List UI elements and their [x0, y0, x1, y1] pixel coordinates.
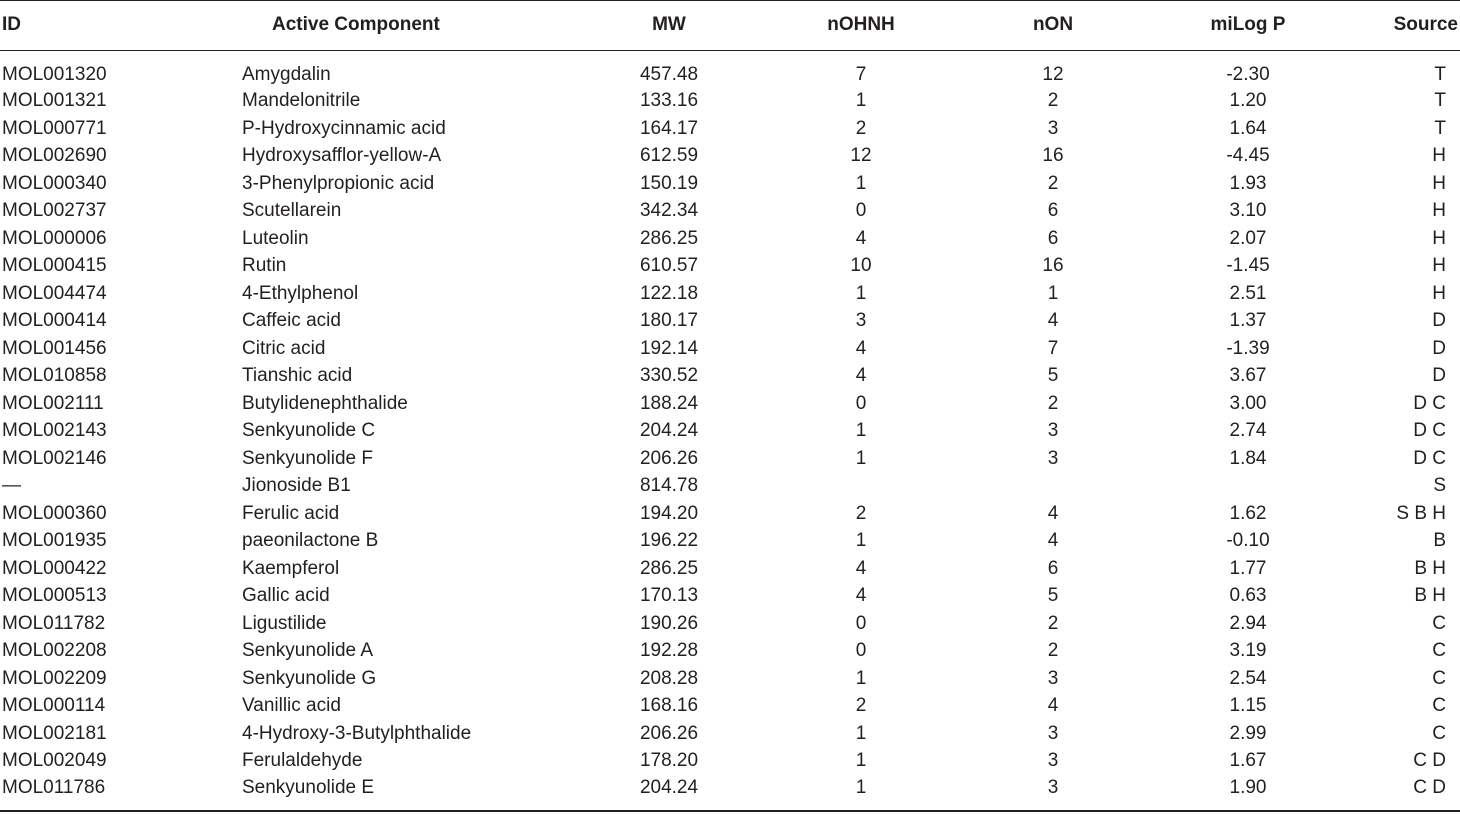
cell-source: T: [1434, 90, 1446, 112]
table-row: [0, 142, 1460, 170]
cell-active-component: Rutin: [242, 255, 287, 277]
cell-nohnh: 1: [855, 776, 867, 798]
cell-non: 3: [1047, 447, 1059, 469]
cell-milogp: 1.20: [1229, 90, 1267, 112]
cell-id: MOL000414: [2, 310, 107, 332]
cell-id: MOL001321: [2, 90, 107, 112]
cell-source: H: [1432, 282, 1446, 304]
cell-active-component: P-Hydroxycinnamic acid: [242, 117, 446, 139]
cell-mw: 330.52: [639, 365, 699, 387]
cell-nohnh: 2: [855, 695, 867, 717]
table-row: [0, 472, 1460, 500]
table-row: [0, 775, 1460, 811]
table-row: [0, 51, 1460, 88]
table-body: [0, 51, 1460, 811]
cell-mw: 150.19: [639, 172, 699, 194]
table-row: [0, 720, 1460, 748]
cell-non: 4: [1047, 695, 1059, 717]
cell-mw: 457.48: [639, 64, 699, 85]
cell-source: B H: [1414, 557, 1446, 579]
table-row: [0, 307, 1460, 335]
cell-source: C: [1432, 722, 1446, 744]
cell-milogp: 0.63: [1229, 585, 1267, 607]
table-row: [0, 555, 1460, 583]
cell-mw: 196.22: [639, 530, 699, 552]
cell-id: MOL004474: [2, 282, 107, 304]
cell-source: H: [1432, 145, 1446, 167]
cell-nohnh: 1: [855, 667, 867, 689]
cell-milogp: 1.67: [1229, 750, 1267, 772]
cell-milogp: 2.54: [1229, 667, 1267, 689]
header-active-component: Active Component: [272, 13, 440, 35]
cell-nohnh: 0: [855, 612, 867, 634]
cell-non: 4: [1047, 502, 1059, 524]
cell-id: MOL001935: [2, 530, 107, 552]
cell-active-component: Scutellarein: [242, 200, 342, 222]
cell-nohnh: 10: [850, 255, 872, 277]
cell-milogp: 1.15: [1229, 695, 1267, 717]
table-row: [0, 637, 1460, 665]
cell-id: MOL000114: [2, 695, 106, 717]
cell-source: D C: [1413, 447, 1446, 469]
cell-milogp: 3.10: [1229, 200, 1267, 222]
cell-nohnh: 4: [855, 365, 867, 387]
cell-id: MOL000771: [2, 117, 107, 139]
cell-milogp: 1.90: [1229, 776, 1267, 798]
cell-mw: 180.17: [639, 310, 699, 332]
cell-mw: 122.18: [639, 282, 699, 304]
cell-active-component: Luteolin: [242, 227, 309, 249]
cell-source: H: [1432, 200, 1446, 222]
cell-non: 3: [1047, 750, 1059, 772]
cell-mw: 192.28: [639, 640, 699, 662]
cell-non: 2: [1047, 90, 1059, 112]
cell-milogp: 3.67: [1229, 365, 1267, 387]
cell-id: MOL011782: [2, 612, 106, 634]
cell-non: 5: [1047, 585, 1059, 607]
cell-mw: 192.14: [639, 337, 699, 359]
cell-active-component: Gallic acid: [242, 585, 330, 607]
cell-nohnh: 12: [850, 145, 872, 167]
cell-milogp: 3.00: [1229, 392, 1267, 414]
cell-nohnh: 0: [855, 640, 867, 662]
cell-active-component: Senkyunolide A: [242, 640, 373, 662]
cell-source: C: [1432, 667, 1446, 689]
cell-active-component: Hydroxysafflor-yellow-A: [242, 145, 442, 167]
table-header: [0, 1, 1460, 51]
cell-non: 2: [1047, 172, 1059, 194]
cell-mw: 206.26: [639, 722, 699, 744]
cell-nohnh: 1: [855, 172, 867, 194]
cell-id: MOL002181: [2, 722, 107, 744]
cell-source: B H: [1414, 585, 1446, 607]
cell-mw: 170.13: [639, 585, 699, 607]
cell-mw: 206.26: [639, 447, 699, 469]
cell-id: MOL000360: [2, 502, 107, 524]
table-row: [0, 390, 1460, 418]
cell-milogp: 1.62: [1229, 502, 1267, 524]
cell-source: B: [1433, 530, 1446, 552]
cell-milogp: -0.10: [1226, 530, 1270, 552]
cell-non: 2: [1047, 392, 1059, 414]
cell-source: H: [1432, 227, 1446, 249]
table-row: [0, 610, 1460, 638]
table-row: [0, 417, 1460, 445]
cell-active-component: 4-Ethylphenol: [242, 282, 359, 304]
cell-nohnh: 1: [855, 447, 867, 469]
cell-mw: 204.24: [639, 776, 699, 798]
table-row: [0, 197, 1460, 225]
cell-source: T: [1434, 64, 1446, 85]
cell-source: D: [1432, 310, 1446, 332]
cell-id: MOL000415: [2, 255, 107, 277]
cell-non: [958, 472, 1148, 500]
cell-source: C: [1432, 612, 1446, 634]
cell-milogp: -4.45: [1226, 145, 1270, 167]
cell-active-component: Citric acid: [242, 337, 326, 359]
cell-id: —: [2, 475, 21, 497]
table-row: [0, 445, 1460, 473]
cell-non: 3: [1047, 776, 1059, 798]
cell-mw: 612.59: [639, 145, 699, 167]
cell-source: C D: [1413, 750, 1446, 772]
cell-non: 6: [1047, 200, 1059, 222]
cell-mw: 286.25: [639, 557, 699, 579]
cell-milogp: 2.99: [1229, 722, 1267, 744]
cell-active-component: Tianshic acid: [242, 365, 353, 387]
cell-active-component: Vanillic acid: [242, 695, 341, 717]
cell-nohnh: 1: [855, 420, 867, 442]
cell-id: MOL010858: [2, 365, 107, 387]
header-source: Source: [1393, 13, 1458, 35]
cell-nohnh: 2: [855, 502, 867, 524]
table-row: [0, 280, 1460, 308]
cell-mw: 164.17: [639, 117, 699, 139]
table-row: [0, 87, 1460, 115]
table-row: [0, 500, 1460, 528]
table-row: [0, 582, 1460, 610]
cell-active-component: Senkyunolide G: [242, 667, 377, 689]
cell-mw: 188.24: [639, 392, 699, 414]
cell-active-component: Kaempferol: [242, 557, 340, 579]
cell-milogp: 1.77: [1229, 557, 1267, 579]
cell-nohnh: 1: [855, 282, 867, 304]
cell-id: MOL002143: [2, 420, 107, 442]
cell-source: D C: [1413, 392, 1446, 414]
cell-nohnh: 1: [855, 90, 867, 112]
cell-active-component: Mandelonitrile: [242, 90, 361, 112]
cell-milogp: 2.74: [1229, 420, 1267, 442]
cell-active-component: paeonilactone B: [242, 530, 379, 552]
cell-milogp: 1.93: [1229, 172, 1267, 194]
cell-source: D: [1432, 365, 1446, 387]
cell-nohnh: [764, 472, 958, 500]
cell-active-component: Butylidenephthalide: [242, 392, 408, 414]
table-row: [0, 527, 1460, 555]
cell-mw: 610.57: [639, 255, 699, 277]
table-row: [0, 335, 1460, 363]
cell-non: 6: [1047, 557, 1059, 579]
cell-id: MOL002146: [2, 447, 107, 469]
cell-id: MOL001320: [2, 64, 107, 85]
cell-nohnh: 2: [855, 117, 867, 139]
cell-mw: 814.78: [639, 475, 699, 497]
cell-active-component: 4-Hydroxy-3-Butylphthalide: [242, 722, 472, 744]
cell-active-component: Ferulic acid: [242, 502, 340, 524]
cell-mw: 133.16: [639, 90, 699, 112]
cell-id: MOL002208: [2, 640, 107, 662]
cell-source: H: [1432, 172, 1446, 194]
cell-mw: 208.28: [639, 667, 699, 689]
table-row: [0, 170, 1460, 198]
cell-milogp: -1.45: [1226, 255, 1270, 277]
cell-id: MOL002209: [2, 667, 107, 689]
cell-source: T: [1434, 117, 1446, 139]
table-row: [0, 665, 1460, 693]
cell-active-component: Senkyunolide C: [242, 420, 376, 442]
cell-nohnh: 0: [855, 200, 867, 222]
cell-nohnh: 0: [855, 392, 867, 414]
header-row: [0, 1, 1460, 51]
cell-nohnh: 7: [855, 64, 867, 85]
cell-active-component: Senkyunolide E: [242, 776, 375, 798]
cell-active-component: Ferulaldehyde: [242, 750, 363, 772]
cell-source: C D: [1413, 776, 1446, 798]
header-id: ID: [2, 13, 21, 35]
cell-nohnh: 1: [855, 530, 867, 552]
table-row: [0, 362, 1460, 390]
cell-active-component: Ligustilide: [242, 612, 327, 634]
cell-non: 3: [1047, 722, 1059, 744]
header-non: nON: [1032, 13, 1074, 35]
cell-non: 6: [1047, 227, 1059, 249]
table-row: [0, 115, 1460, 143]
cell-id: MOL000006: [2, 227, 107, 249]
table-row: [0, 692, 1460, 720]
cell-source: D C: [1413, 420, 1446, 442]
cell-non: 2: [1047, 612, 1059, 634]
cell-nohnh: 3: [855, 310, 867, 332]
header-mw: MW: [652, 13, 686, 35]
cell-milogp: -2.30: [1226, 64, 1270, 85]
cell-active-component: Amygdalin: [242, 64, 331, 85]
cell-source: D: [1432, 337, 1446, 359]
cell-mw: 194.20: [639, 502, 699, 524]
cell-id: MOL000340: [2, 172, 107, 194]
cell-active-component: 3-Phenylpropionic acid: [242, 172, 435, 194]
cell-mw: 286.25: [639, 227, 699, 249]
table-row: [0, 252, 1460, 280]
cell-active-component: Jionoside B1: [242, 475, 351, 497]
cell-non: 7: [1047, 337, 1059, 359]
cell-id: MOL000422: [2, 557, 107, 579]
cell-non: 5: [1047, 365, 1059, 387]
cell-non: 1: [1047, 282, 1059, 304]
cell-active-component: Caffeic acid: [242, 310, 341, 332]
cell-milogp: 1.37: [1229, 310, 1267, 332]
cell-non: 4: [1047, 530, 1059, 552]
table-row: [0, 225, 1460, 253]
header-milogp: miLog P: [1210, 13, 1286, 35]
cell-id: MOL011786: [2, 776, 106, 798]
cell-non: 3: [1047, 117, 1059, 139]
cell-non: 12: [1042, 64, 1064, 85]
cell-id: MOL002049: [2, 750, 107, 772]
cell-nohnh: 4: [855, 585, 867, 607]
cell-mw: 190.26: [639, 612, 699, 634]
cell-id: MOL002690: [2, 145, 107, 167]
cell-source: C: [1432, 640, 1446, 662]
cell-source: C: [1432, 695, 1446, 717]
cell-milogp: 1.64: [1229, 117, 1267, 139]
cell-non: 2: [1047, 640, 1059, 662]
cell-non: 4: [1047, 310, 1059, 332]
cell-non: 16: [1042, 255, 1064, 277]
cell-mw: 342.34: [639, 200, 699, 222]
cell-milogp: 2.51: [1229, 282, 1267, 304]
cell-id: MOL001456: [2, 337, 107, 359]
cell-id: MOL002737: [2, 200, 107, 222]
cell-nohnh: 1: [855, 750, 867, 772]
header-nohnh: nOHNH: [827, 13, 895, 35]
cell-mw: 204.24: [639, 420, 699, 442]
cell-milogp: [1148, 472, 1348, 500]
cell-nohnh: 4: [855, 557, 867, 579]
cell-source: H: [1432, 255, 1446, 277]
cell-nohnh: 4: [855, 227, 867, 249]
cell-non: 3: [1047, 667, 1059, 689]
cell-non: 16: [1042, 145, 1064, 167]
cell-id: MOL000513: [2, 585, 107, 607]
cell-milogp: 1.84: [1229, 447, 1267, 469]
cell-active-component: Senkyunolide F: [242, 447, 373, 469]
table-row: [0, 747, 1460, 775]
cell-non: 3: [1047, 420, 1059, 442]
cell-milogp: 2.94: [1229, 612, 1267, 634]
cell-milogp: 2.07: [1229, 227, 1267, 249]
cell-id: MOL002111: [2, 392, 104, 414]
cell-nohnh: 1: [855, 722, 867, 744]
cell-nohnh: 4: [855, 337, 867, 359]
cell-milogp: 3.19: [1229, 640, 1267, 662]
cell-mw: 168.16: [639, 695, 699, 717]
cell-source: S: [1433, 475, 1446, 497]
cell-mw: 178.20: [639, 750, 699, 772]
cell-milogp: -1.39: [1226, 337, 1270, 359]
cell-source: S B H: [1396, 502, 1446, 524]
